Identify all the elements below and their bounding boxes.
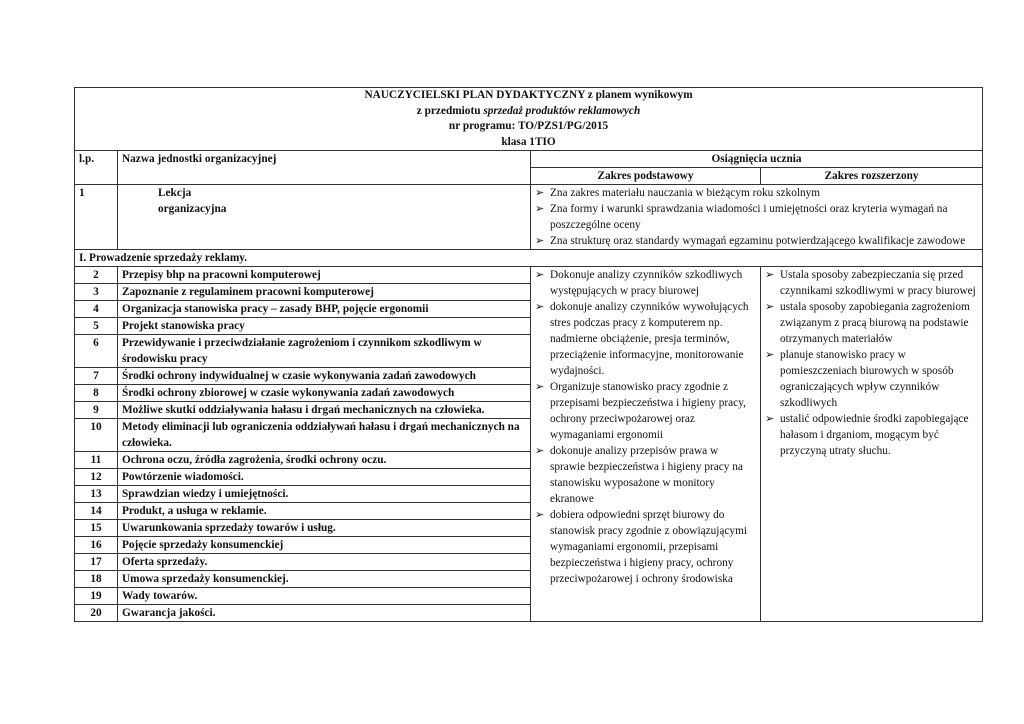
extended-bullet: ➢ ustala sposoby zapobiegania zagrożeniom związanym z pracą biurową na podstawie otrzymanych materiałów [765, 299, 978, 347]
lesson-topic: Przewidywanie i przeciwdziałanie zagrożeniom i czynnikom szkodliwym w środowisku pracy [118, 335, 531, 368]
intro-name-line-2: organizacyjna [158, 203, 227, 215]
section-title: I. Prowadzenie sprzedaży reklamy. [75, 250, 983, 267]
class-name: klasa 1TIO [501, 135, 556, 148]
basic-bullet: ➢ Dokonuje analizy czynników szkodliwych występujących w pracy biurowej [535, 267, 756, 299]
lesson-topic: Ochrona oczu, źródła zagrożenia, środki ochrony oczu. [118, 452, 531, 469]
lesson-number: 12 [75, 469, 118, 486]
extended-scope-cell [761, 267, 983, 622]
extended-bullet: ➢ ustalić odpowiednie środki zapobiegające hałasom i drganiom, mogącym być przyczyną utraty słuchu. [765, 411, 978, 459]
title-line-2 [79, 104, 978, 120]
program-number: nr programu: TO/PZS1/PG/2015 [448, 120, 609, 132]
extended-scope-list [765, 267, 978, 459]
lesson-topic: Wady towarów. [118, 588, 531, 605]
lesson-topic: Umowa sprzedaży konsumenckiej. [118, 571, 531, 588]
lesson-number: 5 [75, 318, 118, 335]
lesson-number: 17 [75, 554, 118, 571]
lesson-topic: Sprawdzian wiedzy i umiejętności. [118, 486, 531, 503]
lesson-rows [75, 267, 983, 622]
lesson-topic: Projekt stanowiska pracy [118, 318, 531, 335]
intro-achievements [531, 185, 983, 250]
title-line-1: NAUCZYCIELSKI PLAN DYDAKTYCZNY z planem wynikowym [364, 89, 693, 101]
extended-bullet: ➢ planuje stanowisko pracy w pomieszczeniach biurowych w sposób ograniczających wpływ czynników szkodliwych [765, 347, 978, 411]
lesson-number: 16 [75, 537, 118, 554]
lesson-number: 7 [75, 368, 118, 385]
table-row [75, 267, 983, 284]
lesson-topic: Pojęcie sprzedaży konsumenckiej [118, 537, 531, 554]
lesson-number: 9 [75, 402, 118, 419]
lesson-topic: Powtórzenie wiadomości. [118, 469, 531, 486]
basic-bullet: ➢ dobiera odpowiedni sprzęt biurowy do stanowisk pracy zgodnie z obowiązującymi wymaganiami ergonomii, przepisami bezpieczeństwa i higieny pracy, ochrony przeciwpożarowej i ochrony środowiska [535, 507, 756, 587]
didactic-plan-table [74, 87, 983, 622]
lesson-topic: Przepisy bhp na pracowni komputerowej [118, 267, 531, 284]
lesson-topic: Uwarunkowania sprzedaży towarów i usług. [118, 520, 531, 537]
lesson-topic: Oferta sprzedaży. [118, 554, 531, 571]
lesson-topic: Środki ochrony zbiorowej w czasie wykonywania zadań zawodowych [118, 385, 531, 402]
lesson-topic: Możliwe skutki oddziaływania hałasu i drgań mechanicznych na człowieka. [118, 402, 531, 419]
lesson-topic: Zapoznanie z regulaminem pracowni komputerowej [118, 284, 531, 301]
extended-bullet: ➢ Ustala sposoby zabezpieczania się przed czynnikami szkodliwymi w pracy biurowej [765, 267, 978, 299]
column-header-basic: Zakres podstawowy [531, 168, 761, 185]
column-header-achievements: Osiągnięcia ucznia [531, 151, 983, 168]
lesson-number: 14 [75, 503, 118, 520]
lesson-number: 2 [75, 267, 118, 284]
intro-bullet-list [535, 185, 978, 249]
lesson-number: 13 [75, 486, 118, 503]
column-header-extended: Zakres rozszerzony [761, 168, 983, 185]
basic-scope-cell [531, 267, 761, 622]
lesson-number: 8 [75, 385, 118, 402]
intro-row-number: 1 [75, 185, 118, 250]
intro-name-line-1: Lekcja [158, 187, 192, 199]
document-title [75, 88, 983, 151]
lesson-number: 10 [75, 419, 118, 452]
lesson-number: 19 [75, 588, 118, 605]
lesson-topic: Organizacja stanowiska pracy – zasady BHP, pojęcie ergonomii [118, 301, 531, 318]
lesson-number: 11 [75, 452, 118, 469]
intro-bullet: ➢ Zna strukturę oraz standardy wymagań egzaminu potwierdzającego kwalifikacje zawodowe [535, 233, 978, 249]
lesson-number: 4 [75, 301, 118, 318]
lesson-topic: Produkt, a usługa w reklamie. [118, 503, 531, 520]
lesson-topic: Gwarancja jakości. [118, 605, 531, 622]
lesson-number: 20 [75, 605, 118, 622]
basic-scope-list [535, 267, 756, 587]
basic-bullet: ➢ dokonuje analizy czynników wywołujących stres podczas pracy z komputerem np. nadmierne obciążenie, presja terminów, przeciążenie informacyjne, monitorowanie wydajności. [535, 299, 756, 379]
intro-row-name [118, 185, 531, 250]
intro-bullet: ➢ Zna formy i warunki sprawdzania wiadomości i umiejętności oraz kryteria wymagań na poszczególne oceny [535, 201, 978, 233]
lesson-number: 18 [75, 571, 118, 588]
lesson-number: 6 [75, 335, 118, 368]
column-header-name: Nazwa jednostki organizacyjnej [118, 151, 531, 185]
subject-name: sprzedaż produktów reklamowych [483, 104, 641, 117]
basic-bullet: ➢ Organizuje stanowisko pracy zgodnie z przepisami bezpieczeństwa i higieny pracy, ochrony przeciwpożarowej oraz wymaganiami ergonomii [535, 379, 756, 443]
lesson-topic: Środki ochrony indywidualnej w czasie wykonywania zadań zawodowych [118, 368, 531, 385]
subject-prefix: z przedmiotu [416, 104, 484, 117]
lesson-number: 3 [75, 284, 118, 301]
column-header-lp: l.p. [75, 151, 118, 185]
lesson-number: 15 [75, 520, 118, 537]
lesson-topic: Metody eliminacji lub ograniczenia oddziaływań hałasu i drgań mechanicznych na człowieka. [118, 419, 531, 452]
basic-bullet: ➢ dokonuje analizy przepisów prawa w sprawie bezpieczeństwa i higieny pracy na stanowisku wyposażone w monitory ekranowe [535, 443, 756, 507]
intro-bullet: ➢ Zna zakres materiału nauczania w bieżącym roku szkolnym [535, 185, 978, 201]
